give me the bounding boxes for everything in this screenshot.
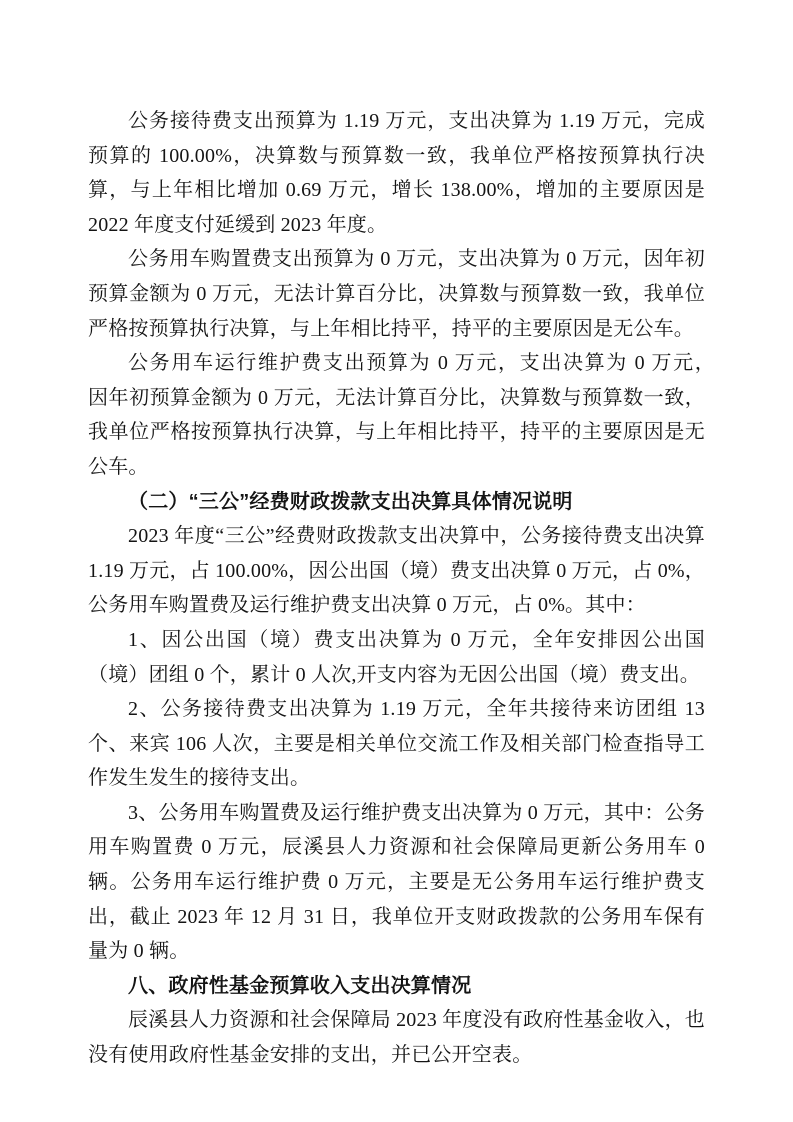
body-paragraph: 2023 年度“三公”经费财政拨款支出决算中，公务接待费支出决算 1.19 万元，占 100.00%，因公出国（境）费支出决算 0 万元，占 0%，公务用车购置费及运行维护费支出决算 0 万元，占 0%。其中： (88, 525, 705, 617)
body-paragraph: 2、公务接待费支出决算为 1.19 万元，全年共接待来访团组 13 个、来宾 106 人次，主要是相关单位交流工作及相关部门检查指导工作发生发生的接待支出。 (88, 698, 705, 790)
document-body (88, 104, 746, 1073)
body-paragraph: 公务用车运行维护费支出预算为 0 万元，支出决算为 0 万元， 因年初预算金额为 0 万元，无法计算百分比，决算数与预算数一致，我单位严格按预算执行决算，与上年相比持平，持平的主要原因是无公车。 (88, 352, 746, 478)
section-heading: 八、政府性基金预算收入支出决算情况 (128, 974, 472, 997)
section-heading: （二）“三公”经费财政拨款支出决算具体情况说明 (128, 490, 573, 513)
body-paragraph: 3、公务用车购置费及运行维护费支出决算为 0 万元，其中：公务用车购置费 0 万元，辰溪县人力资源和社会保障局更新公务用车 0 辆。公务用车运行维护费 0 万元，主要是无公务用车运行维护费支出，截止 2023 年 12 月 31 日，我单位开支财政拨款的公务用车保有量为 0 辆。 (88, 801, 705, 963)
body-paragraph: 辰溪县人力资源和社会保障局 2023 年度没有政府性基金收入，也没有使用政府性基金安排的支出，并已公开空表。 (88, 1009, 705, 1067)
body-paragraph: 公务用车购置费支出预算为 0 万元，支出决算为 0 万元，因年初预算金额为 0 万元，无法计算百分比，决算数与预算数一致，我单位严格按预算执行决算，与上年相比持平，持平的主要原因是无公车。 (88, 248, 705, 340)
body-paragraph: 1、因公出国（境）费支出决算为 0 万元，全年安排因公出国（境）团组 0 个，累计 0 人次,开支内容为无因公出国（境）费支出。 (88, 628, 705, 686)
body-paragraph: 公务接待费支出预算为 1.19 万元，支出决算为 1.19 万元，完成预算的 100.00%，决算数与预算数一致，我单位严格按预算执行决算，与上年相比增加 0.69 万元，增长 138.00%，增加的主要原因是 2022 年度支付延缓到 2023 年度。 (88, 110, 705, 236)
